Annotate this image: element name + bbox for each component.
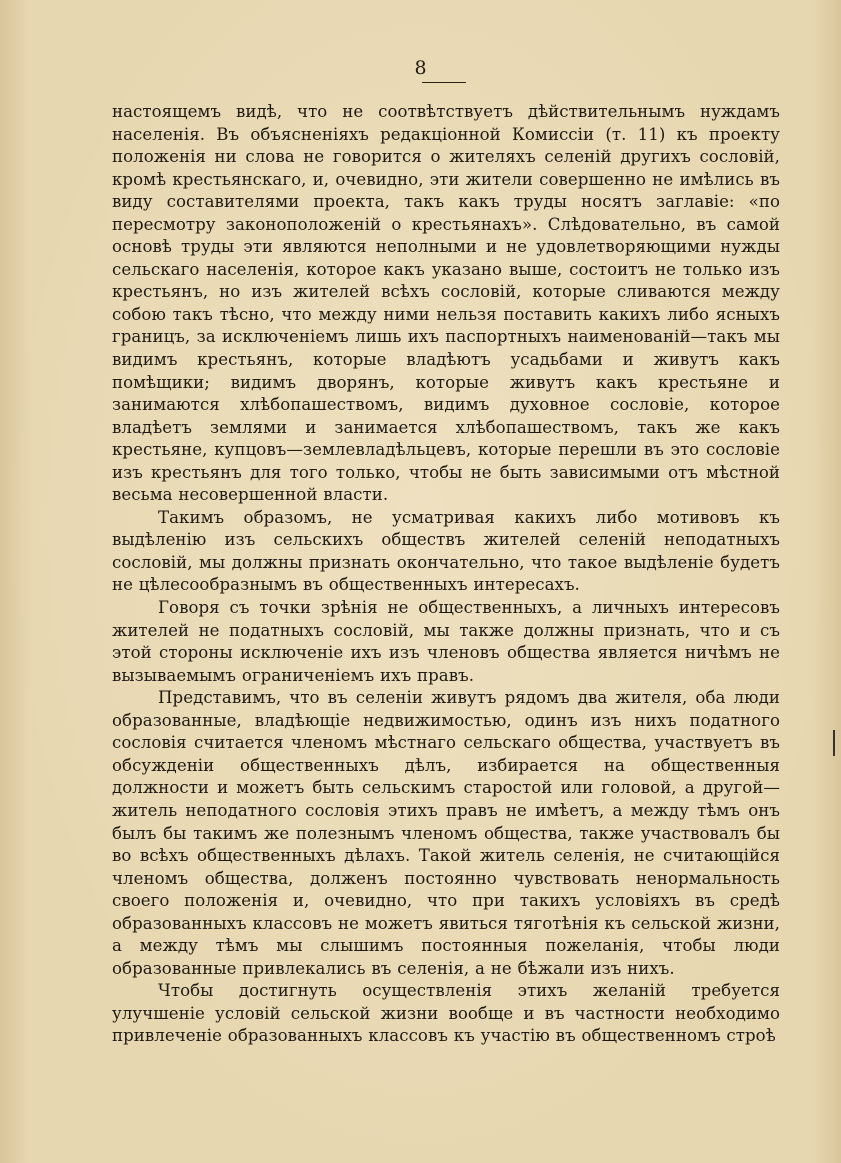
paragraph-2: Такимъ образомъ, не усматривая какихъ либо мотивовъ къ выдѣленію изъ сельскихъ обществъ жителей селеній неподатныхъ сословій, мы должны признать окончательно, что такое выдѣленіе будетъ не цѣлесообразнымъ въ общественныхъ интересахъ. xyxy=(112,507,780,595)
page-number: 8 xyxy=(414,57,427,79)
page-body xyxy=(112,101,780,1048)
paragraph-1: настоящемъ видѣ, что не соотвѣтствуетъ дѣйствительнымъ нуждамъ населенія. Въ объясненіяхъ редакціонной Комиссіи (т. 11) къ проекту положенія ни слова не говорится о жителяхъ селеній другихъ сословій, кромѣ крестьянскаго, и, очевидно, эти жители совершенно не имѣлись въ виду составителями проекта, такъ какъ труды носятъ заглавіе: «по пересмотру законоположеній о крестьянахъ». Слѣдовательно, въ самой основѣ труды эти являются неполными и не удовлетворяющими нужды сельскаго населенія, которое какъ указано выше, состоитъ не только изъ крестьянъ, но изъ жителей всѣхъ сословій, которые сливаются между собою такъ тѣсно, что между ними нельзя поставить какихъ либо ясныхъ границъ, за исключеніемъ лишь ихъ паспортныхъ наименованій—такъ мы видимъ крестьянъ, которые владѣютъ усадьбами и живутъ какъ помѣщики; видимъ дворянъ, которые живутъ какъ крестьяне и занимаются хлѣбопашествомъ, видимъ духовное сословіе, которое владѣетъ землями и занимается хлѣбопашествомъ, такъ же какъ крестьяне, купцовъ—землевладѣльцевъ, которые перешли въ это сословіе изъ крестьянъ для того только, чтобы не быть зависимыми отъ мѣстной весьма несовершенной власти. xyxy=(112,102,780,505)
paragraph-4: Представимъ, что въ селеніи живутъ рядомъ два жителя, оба люди образованные, владѣющіе недвижимостью, одинъ изъ нихъ податного сословія считается членомъ мѣстнаго сельскаго общества, участвуетъ въ обсужденіи общественныхъ дѣлъ, избирается на общественныя должности и можетъ быть сельскимъ старостой или головой, а другой—житель неподатного сословія этихъ правъ не имѣетъ, а между тѣмъ онъ былъ бы такимъ же полезнымъ членомъ общества, также участвовалъ бы во всѣхъ общественныхъ дѣлахъ. Такой житель селенія, не считающійся членомъ общества, долженъ постоянно чувствовать ненормальность своего положенія и, очевидно, что при такихъ условіяхъ въ средѣ образованныхъ классовъ не можетъ явиться тяготѣнія къ сельской жизни, а между тѣмъ мы слышимъ постоянныя пожеланія, чтобы люди образованные привлекались въ селенія, а не бѣжали изъ нихъ. xyxy=(112,688,780,978)
margin-edge-mark xyxy=(833,730,835,756)
paragraph-5: Чтобы достигнуть осуществленія этихъ желаній требуется улучшеніе условій сельской жизни вообще и въ частности необходимо привлеченіе образованныхъ классовъ къ участію въ общественномъ строѣ xyxy=(112,981,780,1046)
page-number-rule xyxy=(422,82,466,83)
paragraph-3: Говоря съ точки зрѣнія не общественныхъ, а личныхъ интересовъ жителей не податныхъ сословій, мы также должны признать, что и съ этой стороны исключеніе ихъ изъ членовъ общества является ничѣмъ не вызываемымъ ограниченіемъ ихъ правъ. xyxy=(112,598,780,685)
